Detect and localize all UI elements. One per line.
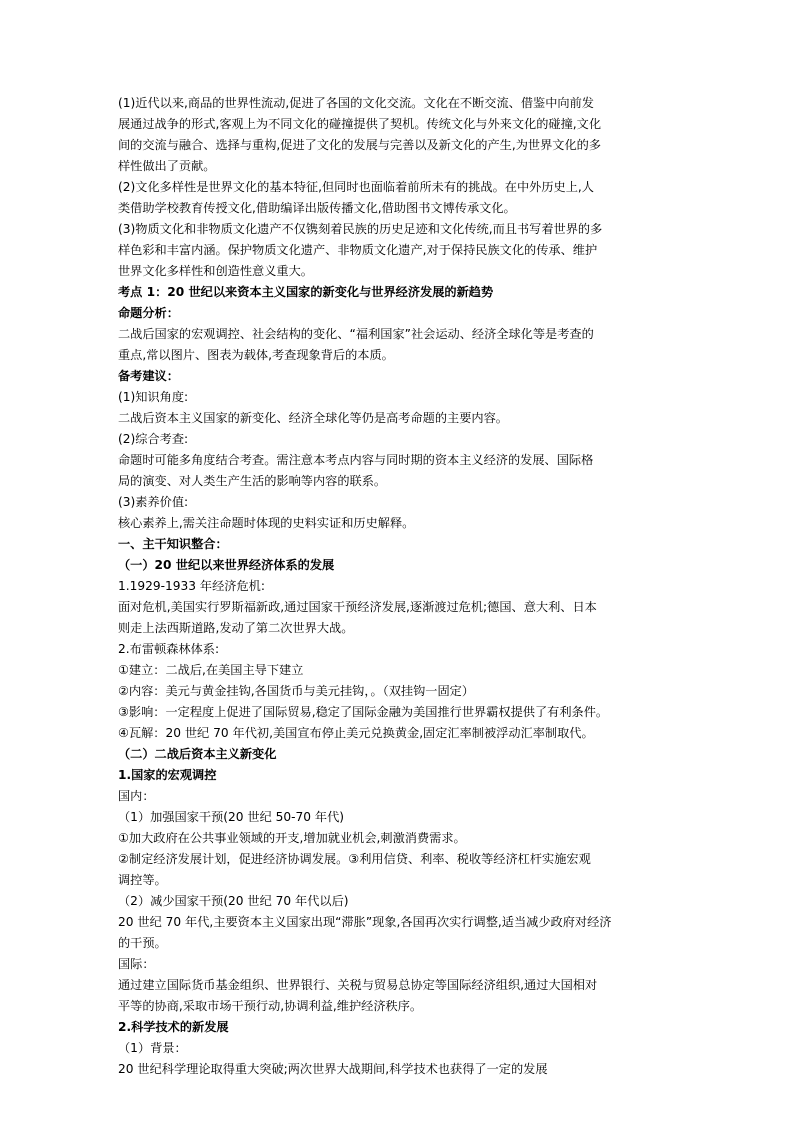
text-line: （2）减少国家干预(20 世纪 70 年代以后) — [118, 894, 349, 908]
text-line: 通过建立国际货币基金组织、世界银行、关税与贸易总协定等国际经济组织,通过大国相对 — [118, 978, 598, 992]
text-line: (1)知识角度: — [118, 390, 189, 404]
text-line: 则走上法西斯道路,发动了第二次世界大战。 — [118, 621, 354, 635]
subheading: 2.科学技术的新发展 — [118, 1020, 229, 1034]
text-line: 二战后资本主义国家的新变化、经济全球化等仍是高考命题的主要内容。 — [118, 411, 508, 425]
text-line: ②制定经济发展计划，促进经济协调发展。③利用信贷、利率、税收等经济杠杆实施宏观 — [118, 852, 591, 866]
text-line: 展通过战争的形式,客观上为不同文化的碰撞提供了契机。传统文化与外来文化的碰撞,文化 — [118, 117, 602, 131]
text-line: 20 世纪 70 年代,主要资本主义国家出现“滞胀”现象,各国再次实行调整,适当减少政府对经济 — [118, 915, 612, 929]
subheading: 命题分析： — [118, 306, 179, 320]
text-line: 平等的协商,采取市场干预行动,协调利益,维护经济秩序。 — [118, 999, 423, 1013]
text-line: ④瓦解：20 世纪 70 年代初,美国宣布停止美元兑换黄金,固定汇率制被浮动汇率制取代。 — [118, 726, 594, 740]
text-line: 核心素养上,需关注命题时体现的史料实证和历史解释。 — [118, 516, 415, 530]
text-line: (2)综合考查: — [118, 432, 189, 446]
subheading: 1.国家的宏观调控 — [118, 768, 217, 782]
subsection-heading: （一）20 世纪以来世界经济体系的发展 — [118, 558, 335, 572]
text-line: 20 世纪科学理论取得重大突破;两次世界大战期间,科学技术也获得了一定的发展 — [118, 1062, 548, 1076]
text-line: (3)物质文化和非物质文化遗产不仅镌刻着民族的历史足迹和文化传统,而且书写着世界的多 — [118, 222, 603, 236]
subheading: 备考建议： — [118, 369, 179, 383]
document-page — [118, 93, 693, 1080]
text-line: 调控等。 — [118, 873, 167, 887]
text-line: 国际： — [118, 957, 155, 971]
text-line: 二战后国家的宏观调控、社会结构的变化、“福利国家”社会运动、经济全球化等是考查的 — [118, 327, 594, 341]
text-line: 样色彩和丰富内涵。保护物质文化遗产、非物质文化遗产,对于保持民族文化的传承、维护 — [118, 243, 598, 257]
section-heading: 一、主干知识整合： — [118, 537, 228, 551]
text-line: (1)近代以来,商品的世界性流动,促进了各国的文化交流。文化在不断交流、借鉴中向前发 — [118, 96, 594, 110]
subsection-heading: （二）二战后资本主义新变化 — [118, 747, 277, 761]
text-line: 类借助学校教育传授文化,借助编译出版传播文化,借助图书文博传承文化。 — [118, 201, 516, 215]
text-line: ②内容：美元与黄金挂钩,各国货币与美元挂钩，。（双挂钩一固定） — [118, 684, 475, 698]
text-line: ①加大政府在公共事业领域的开支,增加就业机会,刺激消费需求。 — [118, 831, 466, 845]
text-line: ③影响：一定程度上促进了国际贸易,稳定了国际金融为美国推行世界霸权提供了有利条件。 — [118, 705, 609, 719]
text-line: 间的交流与融合、选择与重构,促进了文化的发展与完善以及新文化的产生,为世界文化的多 — [118, 138, 602, 152]
text-line: 2.布雷顿森林体系: — [118, 642, 220, 656]
text-line: 样性做出了贡献。 — [118, 159, 216, 173]
text-line: (3)素养价值: — [118, 495, 189, 509]
text-line: 局的演变、对人类生产生活的影响等内容的联系。 — [118, 474, 387, 488]
text-line: 世界文化多样性和创造性意义重大。 — [118, 264, 313, 278]
text-line: （1）背景： — [118, 1041, 187, 1055]
text-line: (2)文化多样性是世界文化的基本特征,但同时也面临着前所未有的挑战。在中外历史上,人 — [118, 180, 594, 194]
text-line: 面对危机,美国实行罗斯福新政,通过国家干预经济发展,逐渐渡过危机;德国、意大利、日本 — [118, 600, 597, 614]
text-line: （1）加强国家干预(20 世纪 50-70 年代) — [118, 810, 345, 824]
text-line: ①建立：二战后,在美国主导下建立 — [118, 663, 304, 677]
text-line: 命题时可能多角度结合考查。需注意本考点内容与同时期的资本主义经济的发展、国际格 — [118, 453, 594, 467]
text-line: 国内： — [118, 789, 155, 803]
section-heading: 考点 1：20 世纪以来资本主义国家的新变化与世界经济发展的新趋势 — [118, 285, 494, 299]
text-line: 重点,常以图片、图表为载体,考查现象背后的本质。 — [118, 348, 394, 362]
text-line: 的干预。 — [118, 936, 167, 950]
text-line: 1.1929-1933 年经济危机: — [118, 579, 265, 593]
